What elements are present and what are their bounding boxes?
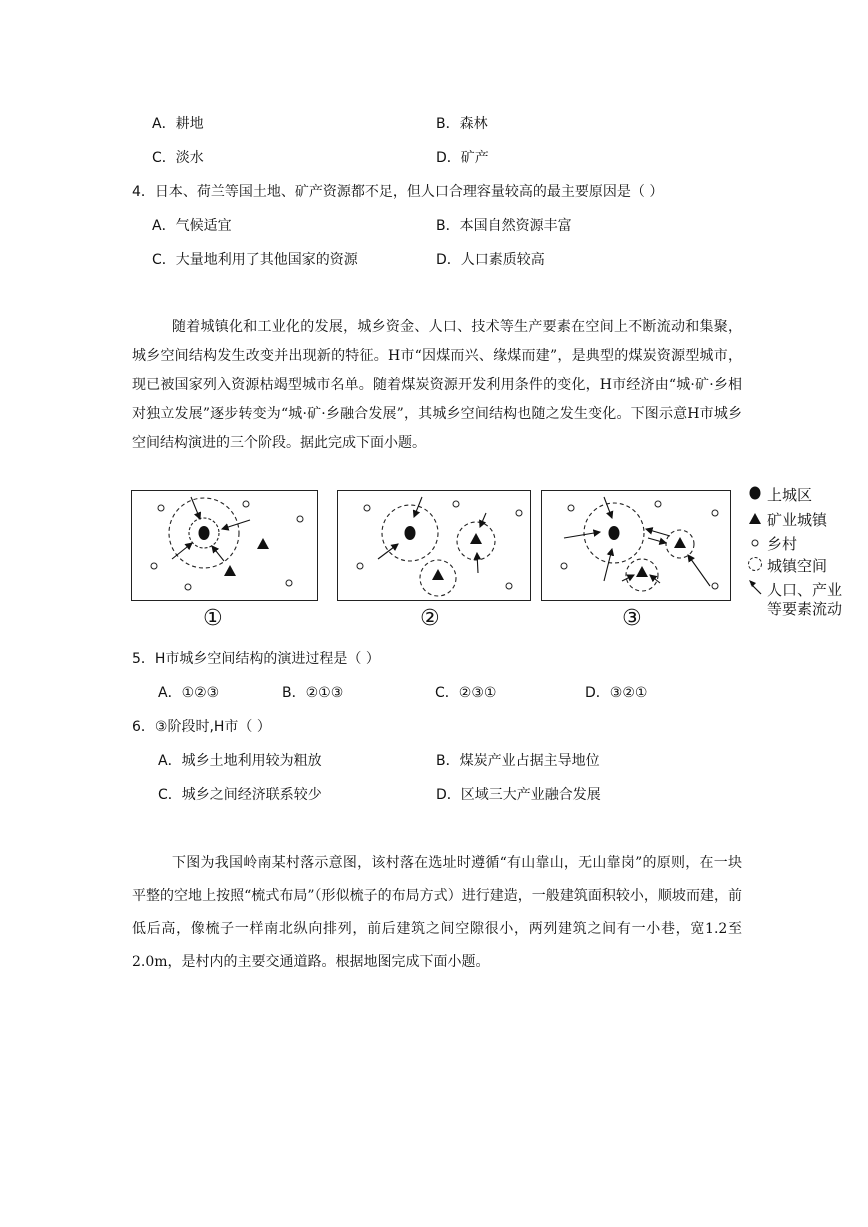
legend-flow-cont: 等要素流动 [767, 600, 843, 618]
village-circle [185, 584, 191, 590]
arrow-icon [747, 577, 763, 599]
filled-triangle-icon [747, 511, 763, 529]
flow-arrow [222, 520, 250, 529]
q4-option-b: B．本国自然资源丰富 [436, 218, 572, 234]
village-circle [151, 563, 157, 569]
village-circle [712, 510, 718, 516]
flow-arrow [212, 546, 224, 561]
legend-label: 城镇空间 [767, 557, 828, 575]
mining-town-triangle [432, 569, 444, 580]
village-circle [297, 516, 303, 522]
flow-arrow [622, 575, 634, 581]
q6-option-d: D．区域三大产业融合发展 [436, 787, 601, 803]
legend-label: 乡村 [767, 535, 798, 553]
mining-town-triangle [636, 566, 648, 577]
q6-option-b: B．煤炭产业占据主导地位 [436, 753, 600, 769]
flow-arrow [604, 497, 612, 518]
mining-town-triangle [224, 565, 236, 576]
q3-option-b: B．森林 [436, 116, 488, 132]
panel-label-1: ① [203, 606, 223, 631]
q5-stem: 5．H市城乡空间结构的演进过程是（ ） [132, 651, 380, 667]
panel-1-diagram [132, 491, 319, 602]
q4-stem: 4．日本、荷兰等国土地、矿产资源都不足，但人口合理容量较高的最主要原因是（ ） [132, 184, 664, 200]
city-center-dot [199, 526, 210, 540]
legend-flow [747, 577, 842, 600]
q5-option-c: C．②③① [435, 685, 497, 701]
figure-panel-1 [131, 490, 318, 601]
legend-label: 人口、产业 [767, 581, 843, 599]
village-circle [568, 505, 574, 511]
panel-label-3: ③ [622, 606, 642, 631]
flow-arrow [648, 538, 666, 543]
city-center-dot [609, 526, 620, 540]
panel-label-2: ② [420, 606, 440, 631]
flow-arrow [646, 529, 670, 536]
q3-option-c: C．淡水 [152, 150, 204, 166]
q3-option-a: A．耕地 [152, 116, 204, 132]
panel-2-diagram [338, 491, 532, 602]
village-circle [561, 563, 567, 569]
mining-town-triangle [470, 533, 482, 544]
passage-2: 下图为我国岭南某村落示意图，该村落在选址时遵循“有山靠山，无山靠岗”的原则，在一块平整的空地上按照“梳式布局”（形似梳子的布局方式）进行建造，一般建筑面积较小，顺坡而建，前低后高，像梳子一样南北纵向排列，前后建筑之间空隙很小，两列建筑之间有一小巷，宽1.2至2.0m，是村内的主要交通道路。根据地图完成下面小题。 [132, 855, 742, 970]
village-circle [516, 510, 522, 516]
village-circle [243, 501, 249, 507]
figure-panel-3 [541, 490, 731, 601]
flow-arrow [688, 555, 710, 586]
q4-option-a: A．气候适宜 [152, 218, 232, 234]
q5-option-d: D．③②① [585, 685, 648, 701]
mining-town-triangle [674, 537, 686, 548]
legend-label: 矿业城镇 [767, 511, 828, 529]
q5-option-a: A．①②③ [158, 685, 220, 701]
legend-urban-space [747, 555, 827, 576]
village-circle [655, 501, 661, 507]
q5-option-b: B．②①③ [282, 685, 344, 701]
legend-mining-town [747, 509, 827, 530]
legend-city [747, 484, 812, 505]
filled-circle-icon [747, 486, 763, 504]
q6-option-c: C．城乡之间经济联系较少 [158, 787, 322, 803]
flow-arrow [477, 553, 478, 573]
panel-3-diagram [542, 491, 732, 602]
city-center-dot [405, 526, 416, 540]
flow-arrow [191, 497, 200, 519]
hollow-circle-icon [747, 535, 763, 553]
flow-arrow [564, 532, 600, 538]
dashed-circle-icon [747, 555, 763, 575]
q4-option-d: D．人口素质较高 [436, 252, 545, 268]
legend-village [747, 533, 797, 554]
q3-option-d: D．矿产 [436, 150, 489, 166]
village-circle [364, 505, 370, 511]
village-circle [453, 501, 459, 507]
village-circle [158, 505, 164, 511]
village-circle [286, 580, 292, 586]
legend-label: 上城区 [767, 486, 813, 504]
village-circle [357, 563, 363, 569]
village-circle [712, 583, 718, 589]
flow-arrow [172, 543, 192, 559]
flow-arrow [604, 549, 612, 581]
q6-option-a: A．城乡土地利用较为粗放 [158, 753, 322, 769]
mining-town-triangle [257, 538, 269, 549]
passage-1: 随着城镇化和工业化的发展，城乡资金、人口、技术等生产要素在空间上不断流动和集聚，城乡空间结构发生改变并出现新的特征。H市“因煤而兴、缘煤而建”，是典型的煤炭资源型城市，现已被国家列入资源枯竭型城市名单。随着煤炭资源开发利用条件的变化，H市经济由“城·矿·乡相对独立发展”逐步转变为“城·矿·乡融合发展”，其城乡空间结构也随之发生变化。下图示意H市城乡空间结构演进的三个阶段。据此完成下面小题。 [132, 319, 742, 451]
figure-panel-2 [337, 490, 531, 601]
village-circle [506, 583, 512, 589]
q4-option-c: C．大量地利用了其他国家的资源 [152, 252, 358, 268]
q6-stem: 6．③阶段时,H市（ ） [132, 719, 271, 735]
